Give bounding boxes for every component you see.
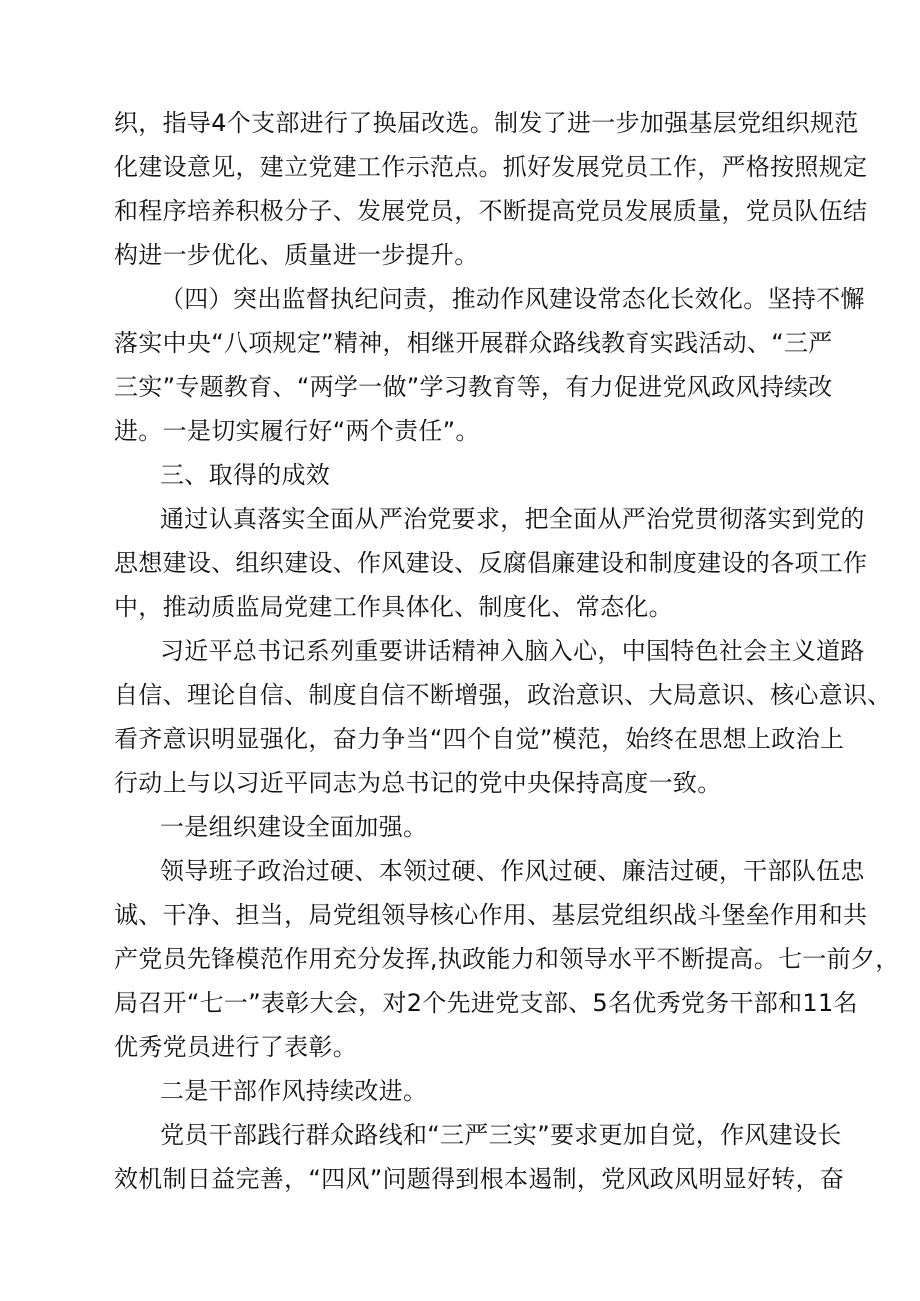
text-line: 构进一步优化、质量进一步提升。: [114, 241, 479, 269]
paragraph-start: 领导班子政治过硬、本领过硬、作风过硬、廉洁过硬，干部队伍忠: [160, 857, 865, 885]
subheading: 一是组织建设全面加强。: [160, 813, 428, 841]
text-line: 中，推动质监局党建工作具体化、制度化、常态化。: [114, 593, 673, 621]
text-line: 局召开“七一”表彰大会，对2个先进党支部、5名优秀党务干部和11名: [114, 989, 858, 1017]
text-line: 行动上与以习近平同志为总书记的党中央保持高度一致。: [114, 769, 722, 797]
text-line: 和程序培养积极分子、发展党员，不断提高党员发展质量，党员队伍结: [114, 197, 868, 225]
text-line: 效机制日益完善，“四风”问题得到根本遏制，党风政风明显好转，奋: [114, 1165, 845, 1193]
text-line: 看齐意识明显强化，奋力争当“四个自觉”模范，始终在思想上政治上: [114, 725, 845, 753]
paragraph-start: 通过认真落实全面从严治党要求，把全面从严治党贯彻落实到党的: [160, 505, 865, 533]
paragraph-start: 习近平总书记系列重要讲话精神入脑入心，中国特色社会主义道路: [160, 637, 865, 665]
paragraph-start: 党员干部践行群众路线和“三严三实”要求更加自觉，作风建设长: [160, 1121, 842, 1149]
text-line: 三实”专题教育、“两学一做”学习教育等，有力促进党风政风持续改: [114, 373, 833, 401]
text-line: 产党员先锋模范作用充分发挥,执政能力和领导水平不断提高。七一前夕，: [114, 945, 900, 973]
text-line: 落实中央“八项规定”精神，相继开展群众路线教育实践活动、“三严: [114, 329, 833, 357]
text-line: 进。一是切实履行好“两个责任”。: [114, 417, 480, 445]
text-line: 自信、理论自信、制度自信不断增强，政治意识、大局意识、核心意识、: [114, 681, 892, 709]
text-line: 织，指导4个支部进行了换届改选。制发了进一步加强基层党组织规范: [114, 109, 859, 137]
section-heading: 三、取得的成效: [160, 461, 331, 489]
text-line: 诚、干净、担当，局党组领导核心作用、基层党组织战斗堡垒作用和共: [114, 901, 868, 929]
text-line: 化建设意见，建立党建工作示范点。抓好发展党员工作，严格按照规定: [114, 153, 868, 181]
subheading: 二是干部作风持续改进。: [160, 1077, 428, 1105]
text-line: 思想建设、组织建设、作风建设、反腐倡廉建设和制度建设的各项工作: [114, 549, 868, 577]
section-heading: （四）突出监督执纪问责，推动作风建设常态化长效化。坚持不懈: [160, 285, 865, 313]
text-line: 优秀党员进行了表彰。: [114, 1033, 357, 1061]
